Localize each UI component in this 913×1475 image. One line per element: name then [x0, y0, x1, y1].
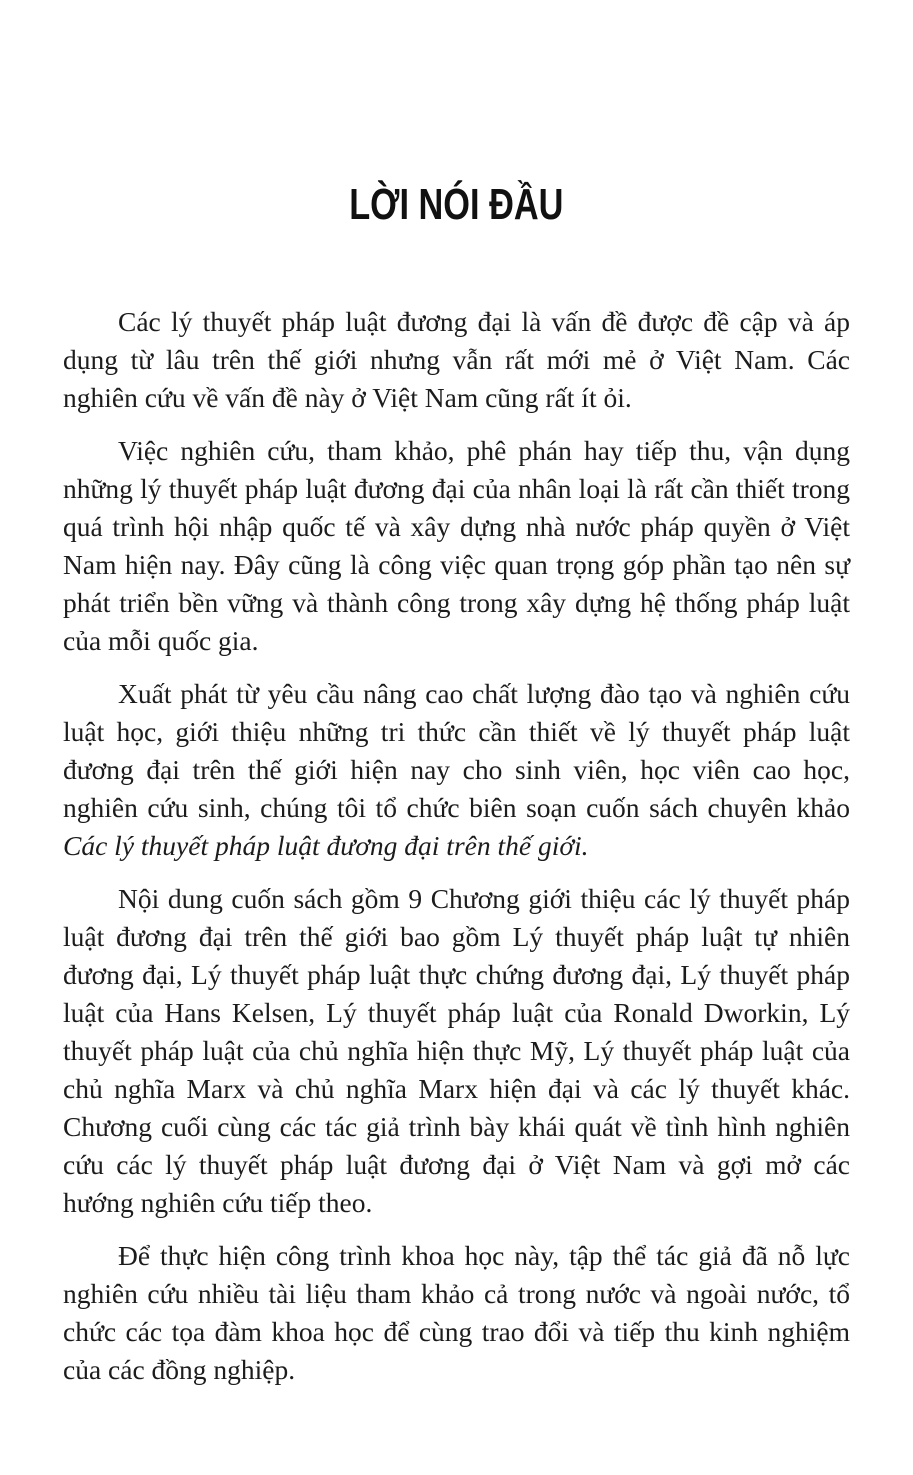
paragraph-5-text: Để thực hiện công trình khoa học này, tập thể tác giả đã nỗ lực nghiên cứu nhiều tài liệu tham khảo cả trong nước và ngoài nước, tổ chức các tọa đàm khoa học để cùng trao đổi và tiếp thu kinh nghiệm của các đồng nghiệp. [63, 1240, 850, 1385]
paragraph-3 [63, 675, 850, 865]
paragraph-3-text: Xuất phát từ yêu cầu nâng cao chất lượng đào tạo và nghiên cứu luật học, giới thiệu những tri thức cần thiết về lý thuyết pháp luật đương đại trên thế giới hiện nay cho sinh viên, học viên cao học, nghiên cứu sinh, chúng tôi tổ chức biên soạn cuốn sách chuyên khảo [63, 678, 850, 823]
paragraph-2-text: Việc nghiên cứu, tham khảo, phê phán hay tiếp thu, vận dụng những lý thuyết pháp luật đương đại của nhân loại là rất cần thiết trong quá trình hội nhập quốc tế và xây dựng nhà nước pháp quyền ở Việt Nam hiện nay. Đây cũng là công việc quan trọng góp phần tạo nên sự phát triển bền vững và thành công trong xây dựng hệ thống pháp luật của mỗi quốc gia. [63, 435, 850, 656]
paragraph-5 [63, 1237, 850, 1389]
paragraph-1-text: Các lý thuyết pháp luật đương đại là vấn đề được đề cập và áp dụng từ lâu trên thế giới nhưng vẫn rất mới mẻ ở Việt Nam. Các nghiên cứu về vấn đề này ở Việt Nam cũng rất ít ỏi. [63, 306, 850, 413]
page-title-text: LỜI NÓI ĐẦU [349, 180, 564, 229]
preface-body [63, 303, 850, 1389]
paragraph-2 [63, 432, 850, 660]
page-title [63, 180, 850, 229]
paragraph-4 [63, 880, 850, 1222]
paragraph-4-text: Nội dung cuốn sách gồm 9 Chương giới thiệu các lý thuyết pháp luật đương đại trên thế giới bao gồm Lý thuyết pháp luật tự nhiên đương đại, Lý thuyết pháp luật thực chứng đương đại, Lý thuyết pháp luật của Hans Kelsen, Lý thuyết pháp luật của Ronald Dworkin, Lý thuyết pháp luật của chủ nghĩa hiện thực Mỹ, Lý thuyết pháp luật của chủ nghĩa Marx và chủ nghĩa Marx hiện đại và các lý thuyết khác. Chương cuối cùng các tác giả trình bày khái quát về tình hình nghiên cứu các lý thuyết pháp luật đương đại ở Việt Nam và gợi mở các hướng nghiên cứu tiếp theo. [63, 883, 850, 1218]
paragraph-1 [63, 303, 850, 417]
book-title-italic: Các lý thuyết pháp luật đương đại trên thế giới. [63, 830, 589, 861]
